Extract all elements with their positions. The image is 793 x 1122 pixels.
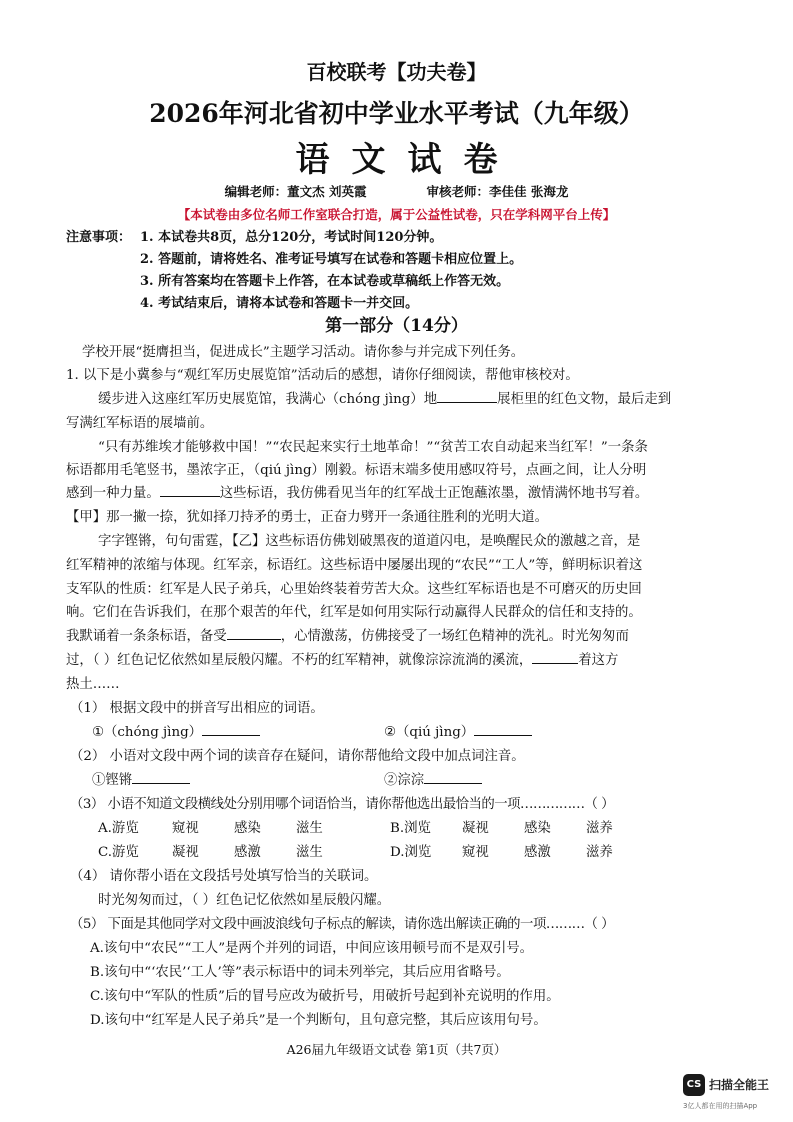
subquestion-1-item-a (92, 721, 260, 740)
passage-line: 标语都用毛笔竖书，墨浓字正，（qiú jìng）刚毅。标语末端多使用感叹符号，点画之间，让人分明 (66, 463, 647, 478)
passage-line: 写满红军标语的展墙前。 (66, 416, 214, 431)
subject-title: 语文试卷 (295, 140, 520, 180)
scanner-watermark (683, 1074, 783, 1114)
subquestion-2-item-b (384, 769, 482, 788)
instruction-item: 1. 本试卷共8页，总分120分，考试时间120分钟。 (140, 230, 443, 245)
passage-text: 着这方 (578, 653, 619, 668)
option-label: C.游览 (98, 845, 139, 860)
page-footer: A26届九年级语文试卷 第1页（共7页） (286, 1042, 507, 1057)
item-label: ①铿锵 (92, 773, 133, 788)
subquestion-3-prompt: （3） 小语不知道文段横线处分别用哪个词语恰当，请你帮他选出最恰当的一项……………（ ） (70, 797, 615, 812)
option-label: B.浏览 (390, 821, 431, 836)
watermark-name: 扫描全能王 (709, 1078, 770, 1092)
option-word: 滋生 (296, 845, 323, 860)
camscanner-logo-icon: CS (683, 1074, 705, 1096)
passage-line: 红军精神的浓缩与体现。红军亲，标语红。这些标语中屡屡出现的“农民”“工人”等，鲜明标识着这 (66, 558, 643, 573)
subquestion-1-prompt: （1） 根据文段中的拼音写出相应的词语。 (70, 701, 324, 716)
instructions-label: 注意事项： (66, 230, 132, 245)
passage-line: 字字铿锵，句句雷霆，【乙】这些标语仿佛划破黑夜的道道闪电，是唤醒民众的激越之音，是 (98, 534, 641, 549)
notice-banner: 【本试卷由多位名师工作室联合打造，属于公益性试卷，只在学科网平台上传】 (177, 207, 616, 222)
option-word: 感染 (524, 821, 551, 836)
passage-text: 缓步进入这座红军历史展览馆，我满心（chóng jìng）地 (98, 392, 438, 407)
passage-line (66, 625, 629, 644)
passage-line (98, 388, 671, 407)
watermark-tagline: 3亿人都在用的扫描App (683, 1102, 758, 1110)
passage-text: 我默诵着一条条标语，备受 (66, 629, 227, 644)
passage-text: 过，（ ）红色记忆依然如星辰般闪耀。不朽的红军精神，就像淙淙流淌的溪流， (66, 653, 533, 668)
subquestion-1-item-b (384, 721, 532, 740)
option-d: D.该句中“红军是人民子弟兵”是一个判断句，且句意完整，其后应该用句号。 (90, 1013, 547, 1028)
option-word: 感染 (234, 821, 261, 836)
item-label: ①（chóng jìng） (92, 725, 203, 740)
option-word: 感激 (524, 845, 551, 860)
exam-title: 2026年河北省初中学业水平考试（九年级） (149, 99, 644, 128)
item-label: ②淙淙 (384, 773, 425, 788)
option-c: C.该句中“军队的性质”后的冒号应改为破折号，用破折号起到补充说明的作用。 (90, 989, 560, 1004)
passage-text: 展柜里的红色文物，最后走到 (497, 392, 672, 407)
answer-blank (437, 390, 497, 403)
option-word: 凝视 (462, 821, 489, 836)
exam-series-title: 百校联考【功夫卷】 (306, 60, 487, 84)
instruction-item: 2. 答题前，请将姓名、准考证号填写在试卷和答题卡相应位置上。 (140, 252, 523, 267)
passage-line: 【甲】那一撇一捺，犹如择刀持矛的勇士，正奋力劈开一条通往胜利的光明大道。 (66, 510, 549, 525)
answer-blank (202, 723, 260, 736)
option-b: B.该句中“‘农民’‘工人’等”表示标语中的词未列举完，其后应用省略号。 (90, 965, 510, 980)
passage-line: 热土…… (66, 677, 120, 692)
subquestion-2-prompt: （2） 小语对文段中两个词的读音存在疑问，请你帮他给文段中加点词注音。 (70, 749, 525, 764)
question-1-prompt: 1. 以下是小冀参与“观红军历史展览馆”活动后的感想，请你仔细阅读，帮他审核校对。 (66, 368, 579, 383)
option-word: 滋养 (586, 845, 613, 860)
answer-blank (532, 651, 578, 664)
option-word: 窥视 (172, 821, 199, 836)
option-word: 窥视 (462, 845, 489, 860)
subquestion-2-item-a (92, 769, 190, 788)
part-title: 第一部分（14分） (325, 316, 468, 336)
passage-line (66, 482, 648, 501)
answer-blank (132, 771, 190, 784)
passage-line (66, 649, 618, 668)
passage-text: 感到一种力量。 (66, 486, 160, 501)
option-word: 凝视 (172, 845, 199, 860)
passage-line: “只有苏维埃才能够救中国！”“农民起来实行土地革命！”“贫苦工农自动起来当红军！”一条条 (98, 440, 648, 455)
answer-blank (474, 723, 532, 736)
item-label: ②（qiú jìng） (384, 725, 475, 740)
instruction-item: 3. 所有答案均在答题卡上作答，在本试卷或草稿纸上作答无效。 (140, 274, 510, 289)
subquestion-4-sentence: 时光匆匆而过，（ ）红色记忆依然如星辰般闪耀。 (98, 893, 391, 908)
answer-blank (227, 627, 281, 640)
option-label: A.游览 (98, 821, 139, 836)
staff-line (0, 182, 793, 200)
option-word: 滋养 (586, 821, 613, 836)
answer-blank (424, 771, 482, 784)
passage-text: 这些标语，我仿佛看见当年的红军战士正饱蘸浓墨，激情满怀地书写着。 (219, 486, 649, 501)
editors: 编辑老师：董文杰 刘英霞 (224, 184, 367, 199)
reviewers: 审核老师：李佳佳 张海龙 (426, 184, 569, 199)
passage-text: ，心情激荡，仿佛接受了一场红色精神的洗礼。时光匆匆而 (280, 629, 629, 644)
subquestion-4-prompt: （4） 请你帮小语在文段括号处填写恰当的关联词。 (70, 869, 378, 884)
option-word: 感激 (234, 845, 261, 860)
answer-blank (160, 484, 220, 497)
option-label: D.浏览 (390, 845, 432, 860)
passage-line: 支军队的性质：红军是人民子弟兵，心里始终装着劳苦大众。这些红军标语也是不可磨灭的历史回 (66, 582, 642, 597)
part-intro: 学校开展“挺膺担当，促进成长”主题学习活动。请你参与并完成下列任务。 (82, 345, 525, 360)
option-a: A.该句中“农民”“工人”是两个并列的词语，中间应该用顿号而不是双引号。 (90, 941, 534, 956)
instruction-item: 4. 考试结束后，请将本试卷和答题卡一并交回。 (140, 296, 419, 311)
passage-line: 响。它们在告诉我们，在那个艰苦的年代，红军是如何用实际行动赢得人民群众的信任和支持的。 (66, 605, 642, 620)
subquestion-5-prompt: （5） 下面是其他同学对文段中画波浪线句子标点的解读，请你选出解读正确的一项………（ ） (70, 917, 615, 932)
option-word: 滋生 (296, 821, 323, 836)
